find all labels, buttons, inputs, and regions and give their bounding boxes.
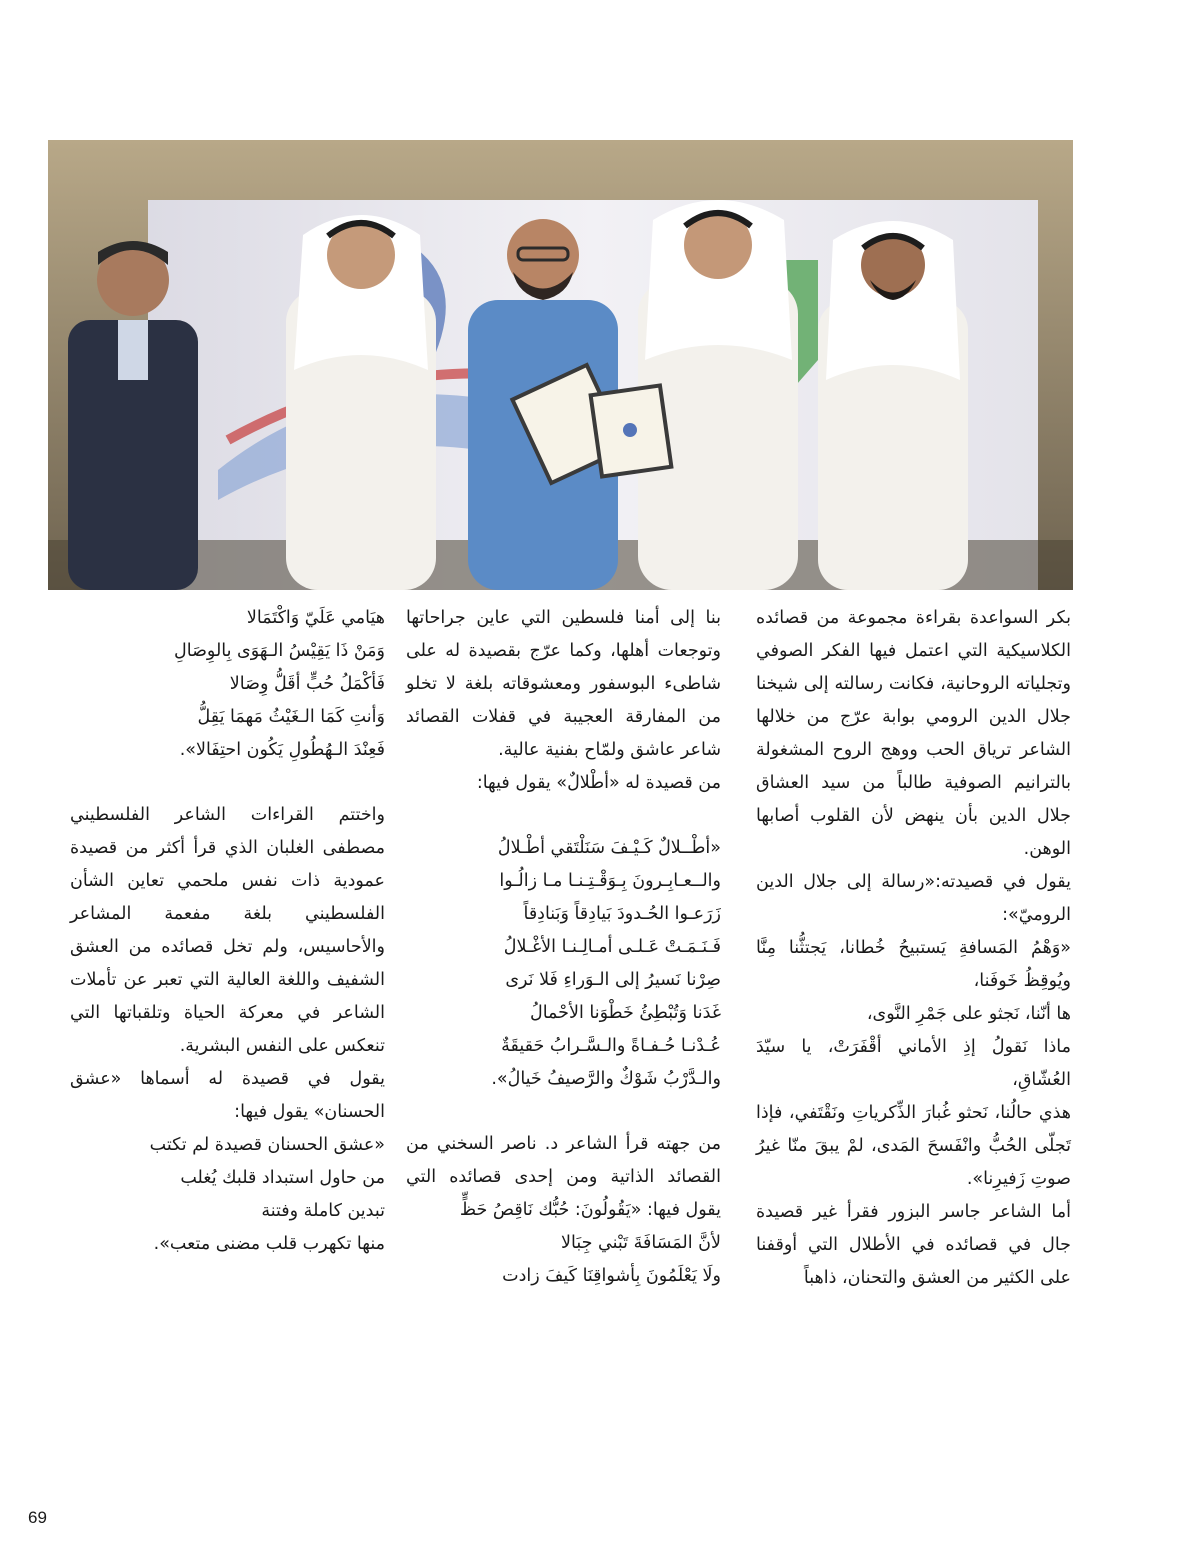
verse-line: «عشق الحسنان قصيدة لم تكتب <box>149 1135 385 1155</box>
paragraph: «وَهْمُ المَسافةِ يَستبيحُ خُطانا، يَجتثُّنا مِنَّا ويُوقِظُ خَوفَنا، <box>756 938 1071 991</box>
verse-line: وَأنتِ كَمَا الـغَيْثُ مَهمَا يَقِلُّ <box>197 707 385 727</box>
verse-line: وَمَنْ ذَا يَقِيْسُ الـهَوَى بِالوِصَالِ <box>174 641 385 661</box>
verse-line: فَأكْمَلُ حُبٍّ أقَلُّ وِصَالا <box>229 674 385 694</box>
paragraph: ها أنّنا، نَجثو على جَمْرِ النَّوى، <box>866 1004 1071 1024</box>
text-column-right <box>756 602 1071 1295</box>
paragraph: من جهته قرأ الشاعر د. ناصر السخني من القصائد الذاتية ومن إحدى قصائده التي يقول فيها: «يَقُولُونَ: حُبُّك نَاقِصُ حَظٍّ <box>406 1134 721 1220</box>
page-number: 69 <box>28 1508 47 1527</box>
verse-line: والــعـابِـرونَ بِـوَقْـتِـنـا مـا زالُـوا <box>499 871 721 891</box>
text-column-left <box>70 602 385 1261</box>
paragraph: بنا إلى أمنا فلسطين التي عاين جراحاتها وتوجعات أهلها، وكما عرّج بقصيدة له على شاطىء البوسفور ومعشوقاته بلغة لا تخلو من المفارقة العجيبة في قفلات القصائد شاعر عاشق ولمّاح بفنية عالية. <box>406 608 721 760</box>
verse-line: ولَا يَعْلَمُونَ بِأشواقِنَا كَيفَ زادت <box>502 1266 721 1286</box>
verse-line: غَدَنا وَتُبْطِئُ خَطْوَنا الأحْمالُ <box>529 1003 721 1023</box>
verse-line: تبدين كاملة وفتنة <box>261 1201 385 1221</box>
verse-line: هيَامي عَلَيّ وَاكْتَمَالا <box>246 608 385 628</box>
paragraph: يقول في قصيدته:«رسالة إلى جلال الدين الروميّ»: <box>756 872 1071 925</box>
verse-line: منها تكهرب قلب مضنى متعب». <box>153 1234 385 1254</box>
paragraph: بكر السواعدة بقراءة مجموعة من قصائده الكلاسيكية التي اعتمل فيها الفكر الصوفي وتجلياته الروحانية، فكانت رسالته إلى شيخنا جلال الدين الرومي بوابة عرّج من خلالها الشاعر ترياق الحب ووهج الروح المشغولة بالترانيم الصوفية طالباً من سيد العشاق جلال الدين بأن ينهض لأن القلوب أصابها الوهن. <box>756 608 1071 859</box>
spacer <box>70 767 385 799</box>
spacer <box>406 800 721 832</box>
ceremony-photo <box>48 140 1073 590</box>
verse-line: عُـدْنـا حُـفـاةً والـسَّـرابُ حَقيقَةٌ <box>501 1036 721 1056</box>
verse-line: صِرْنا نَسيرُ إلى الـوَراءِ فَلا نَرى <box>505 970 721 990</box>
paragraph: واختتم القراءات الشاعر الفلسطيني مصطفى الغلبان الذي قرأ أكثر من قصيدة عمودية ذات نفس ملحمي تعاين الشأن الفلسطيني بلغة مفعمة المشاعر والأحاسيس، ولم تخل قصائده من العشق الشفيف واللغة العالية التي تعبر عن تأملات الشاعر في معركة الحياة وتلقباتها التي تنعكس على النفس البشرية. <box>70 805 385 1056</box>
paragraph: من قصيدة له «أطْلالٌ» يقول فيها: <box>476 773 721 793</box>
verse-line: زَرَعـوا الحُـدودَ بَيادِقاً وَبَنادِقاً <box>523 904 721 924</box>
verse-line: فَـنَـمَـتْ عَـلـى أمـالِـنـا الأغْـلالُ <box>503 937 721 957</box>
verse-line: «أطْــلالٌ كَـيْـفَ سَنَلْتَقي أطْـلالُ <box>497 838 721 858</box>
spacer <box>406 1096 721 1128</box>
verse-line: فَعِنْدَ الـهُطُولِ يَكُون احتِفَالا». <box>179 740 385 760</box>
ceremony-photo-icon <box>48 140 1073 590</box>
paragraph: يقول في قصيدة له أسماها «عشق الحسنان» يقول فيها: <box>70 1069 385 1122</box>
verse-line: من حاول استبداد قلبك يُغلب <box>180 1168 385 1188</box>
verse-line: لأنَّ المَسَافَةَ تَبْني جِبَالا <box>561 1233 721 1253</box>
paragraph: أما الشاعر جاسر البزور فقرأ غير قصيدة جال في قصائده في الأطلال التي أوقفنا على الكثير من العشق والتحنان، ذاهباً <box>756 1202 1071 1288</box>
paragraph: هذي حالُنا، نَحثو غُبارَ الذِّكرياتِ ونَقْتَفي، فإذا تَجلّى الحُبُّ وانْفَسحَ المَدى، لمْ يبقَ منّا غيرُ صوتِ زَفيرِنا». <box>756 1103 1071 1189</box>
verse-line: والـدَّرْبُ شَوْكٌ والرَّصيفُ خَيالُ». <box>491 1069 721 1089</box>
paragraph: ماذا نَقولُ إذِ الأماني أقْفَرَتْ، يا سيّدَ العُشّاقِ، <box>756 1037 1071 1090</box>
text-column-middle <box>406 602 721 1293</box>
